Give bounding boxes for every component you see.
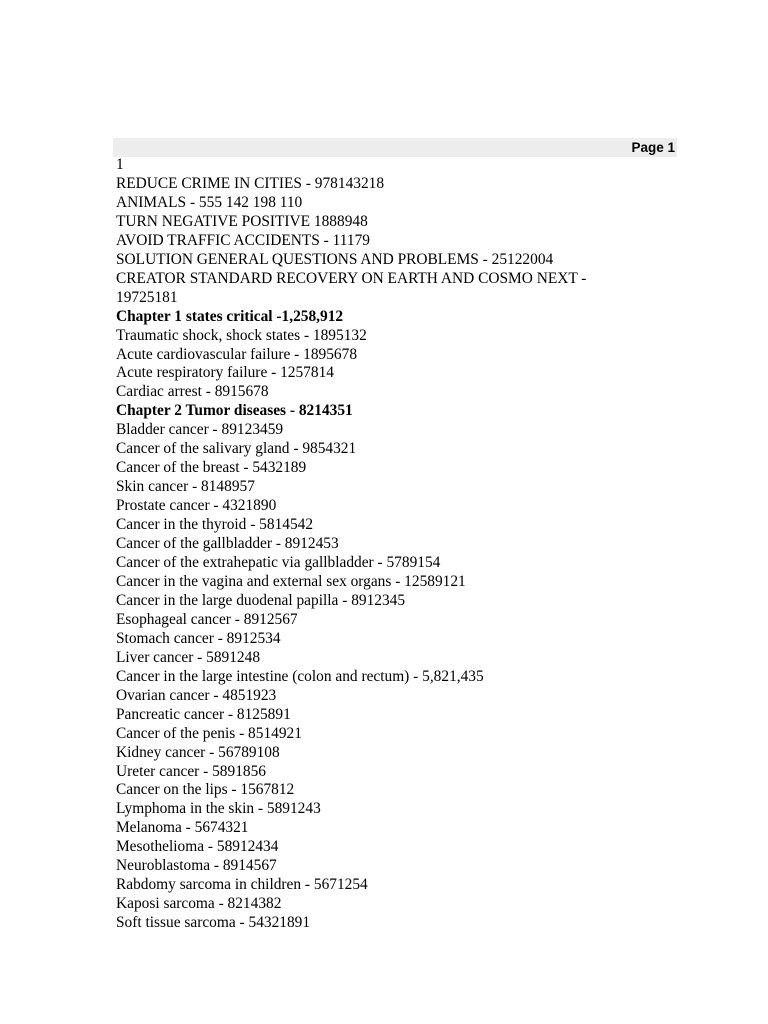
text-line: 1 bbox=[116, 156, 124, 173]
chapter-heading: Chapter 2 Tumor diseases - 8214351 bbox=[116, 402, 353, 420]
text-line: CREATOR STANDARD RECOVERY ON EARTH AND COSMO NEXT - bbox=[116, 269, 587, 287]
page-header-bar bbox=[113, 138, 677, 157]
text-line: Cancer of the breast - 5432189 bbox=[116, 459, 307, 477]
text-line: Ovarian cancer - 4851923 bbox=[116, 686, 277, 704]
text-line: Neuroblastoma - 8914567 bbox=[116, 857, 277, 875]
text-line: Stomach cancer - 8912534 bbox=[116, 629, 281, 647]
text-line: Soft tissue sarcoma - 54321891 bbox=[116, 914, 311, 932]
text-line: Cancer of the penis - 8514921 bbox=[116, 724, 302, 742]
text-line: Cancer in the large intestine (colon and rectum) - 5,821,435 bbox=[116, 667, 484, 685]
document-body bbox=[116, 156, 668, 933]
text-line: Kidney cancer - 56789108 bbox=[116, 743, 280, 761]
text-line: Cancer on the lips - 1567812 bbox=[116, 781, 295, 799]
text-line: TURN NEGATIVE POSITIVE 1888948 bbox=[116, 212, 368, 230]
page-number-label: Page 1 bbox=[631, 140, 675, 155]
text-line: ANIMALS - 555 142 198 110 bbox=[116, 193, 303, 211]
text-line: Prostate cancer - 4321890 bbox=[116, 497, 277, 515]
text-line: Cardiac arrest - 8915678 bbox=[116, 383, 269, 401]
text-line: Lymphoma in the skin - 5891243 bbox=[116, 800, 321, 818]
text-line: Bladder cancer - 89123459 bbox=[116, 421, 284, 439]
text-line: Liver cancer - 5891248 bbox=[116, 648, 261, 666]
text-line: REDUCE CRIME IN CITIES - 978143218 bbox=[116, 174, 385, 192]
text-line: Cancer of the extrahepatic via gallbladder - 5789154 bbox=[116, 554, 441, 572]
text-line: Acute cardiovascular failure - 1895678 bbox=[116, 345, 358, 363]
chapter-heading: Chapter 1 states critical -1,258,912 bbox=[116, 307, 344, 325]
text-line: Traumatic shock, shock states - 1895132 bbox=[116, 326, 367, 344]
text-line: Skin cancer - 8148957 bbox=[116, 478, 255, 496]
text-line: Melanoma - 5674321 bbox=[116, 819, 249, 837]
text-line: Ureter cancer - 5891856 bbox=[116, 762, 266, 780]
text-line: SOLUTION GENERAL QUESTIONS AND PROBLEMS - 25122004 bbox=[116, 250, 554, 268]
text-line: Cancer of the salivary gland - 9854321 bbox=[116, 440, 357, 458]
text-line: AVOID TRAFFIC ACCIDENTS - 11179 bbox=[116, 231, 370, 249]
text-line: 19725181 bbox=[116, 288, 178, 306]
text-line: Cancer of the gallbladder - 8912453 bbox=[116, 535, 339, 553]
text-line: Kaposi sarcoma - 8214382 bbox=[116, 895, 282, 913]
text-line: Cancer in the thyroid - 5814542 bbox=[116, 516, 314, 534]
text-line: Mesothelioma - 58912434 bbox=[116, 838, 279, 856]
text-line: Pancreatic cancer - 8125891 bbox=[116, 705, 291, 723]
text-line: Cancer in the vagina and external sex organs - 12589121 bbox=[116, 572, 466, 590]
text-line: Cancer in the large duodenal papilla - 8912345 bbox=[116, 591, 406, 609]
text-line: Rabdomy sarcoma in children - 5671254 bbox=[116, 876, 368, 894]
text-line: Esophageal cancer - 8912567 bbox=[116, 610, 298, 628]
text-line: Acute respiratory failure - 1257814 bbox=[116, 364, 334, 382]
